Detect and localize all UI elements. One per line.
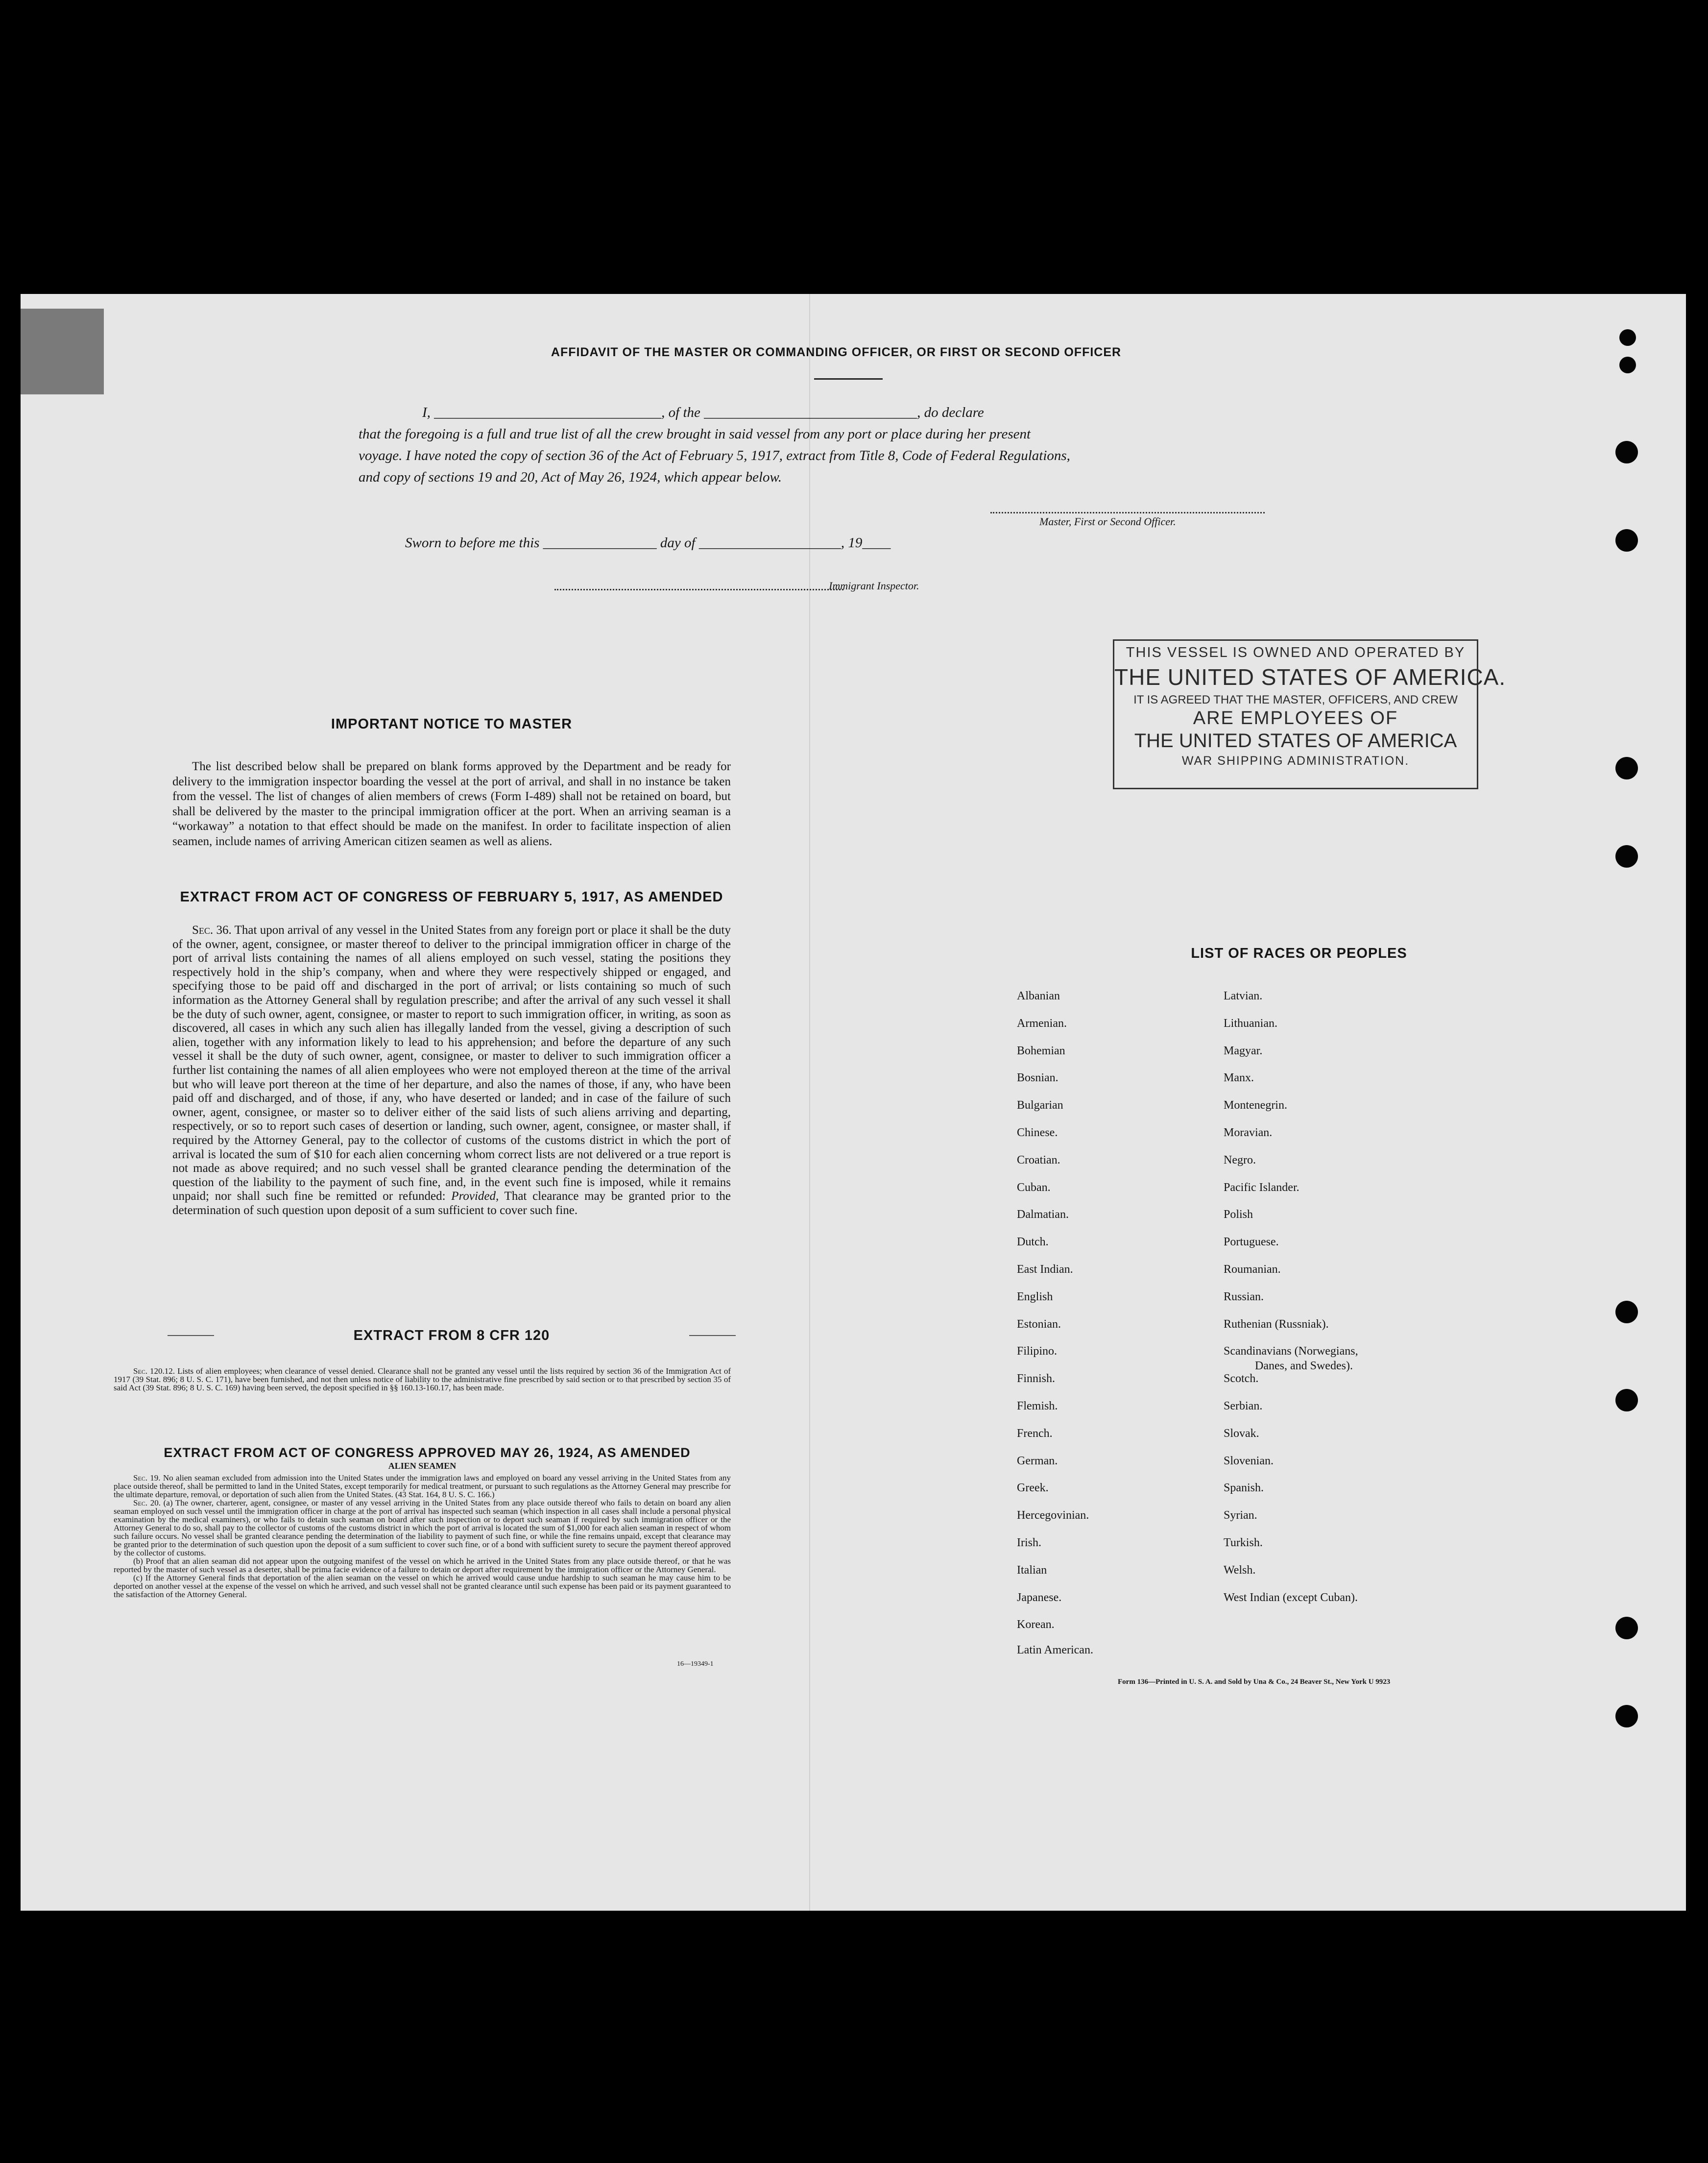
race-item: Bohemian bbox=[1017, 1044, 1065, 1057]
race-item: Albanian bbox=[1017, 990, 1060, 1002]
section-label: Sec. 36. bbox=[192, 924, 232, 937]
cfr-text bbox=[114, 1367, 731, 1392]
section-36-text bbox=[172, 924, 731, 1217]
stamp-line: WAR SHIPPING ADMINISTRATION. bbox=[1181, 754, 1410, 768]
section-20a-body: (a) The owner, charterer, agent, consignee, or master of any vessel arriving in the United States from any place outside thereof who fails to detain on board any alien seaman employed on such vessel until the immigration officer in charge at the port of arrival has inspected such seaman (which inspection in all cases shall include a personal physical examination by the medical examiners), or who fails to detain such seaman on board after such inspection or to deport such seaman if required by such immigration officer or the Attorney General to do so, shall pay to the collector of customs of the customs district in which the port of arrival is located the sum of $1,000 for each alien seaman in respect of whom such failure occurs. No vessel shall be granted clearance pending the determination of the liability to payment of such fine, or while the fine remains unpaid, except that clearance may be granted prior to the determination of such question upon the deposit of a sum sufficient to cover such fine, or of a bond with sufficient surety to secure the payment thereof approved by the collector of customs. bbox=[114, 1498, 731, 1557]
race-item: French. bbox=[1017, 1427, 1053, 1440]
race-item: Chinese. bbox=[1017, 1126, 1058, 1139]
cfr-rule bbox=[689, 1335, 736, 1336]
race-item: Latvian. bbox=[1224, 990, 1263, 1002]
binder-hole bbox=[1615, 1705, 1638, 1727]
stamp-line: THE UNITED STATES OF AMERICA bbox=[1134, 730, 1457, 752]
affidavit-line: I, ________________________________, of the ______________________________, do declare bbox=[422, 405, 984, 420]
race-item: Dalmatian. bbox=[1017, 1208, 1069, 1221]
binder-hole bbox=[1615, 1301, 1638, 1323]
race-item: Irish. bbox=[1017, 1536, 1041, 1549]
binder-hole bbox=[1615, 1617, 1638, 1639]
binder-hole bbox=[1619, 329, 1636, 346]
race-item: Scotch. bbox=[1224, 1372, 1259, 1385]
race-item: Finnish. bbox=[1017, 1372, 1056, 1385]
race-item: Manx. bbox=[1224, 1071, 1254, 1085]
race-item: Greek. bbox=[1017, 1482, 1049, 1495]
stamp-line: THIS VESSEL IS OWNED AND OPERATED BY bbox=[1126, 645, 1466, 660]
race-item: Russian. bbox=[1224, 1290, 1264, 1303]
race-item: Slovenian. bbox=[1224, 1454, 1274, 1467]
race-item: Croatian. bbox=[1017, 1153, 1060, 1167]
act1924-text bbox=[114, 1474, 731, 1599]
race-item: Moravian. bbox=[1224, 1126, 1273, 1139]
binder-hole bbox=[1615, 845, 1638, 868]
race-item: Ruthenian (Russniak). bbox=[1224, 1317, 1329, 1331]
affidavit-line: voyage. I have noted the copy of section 36 of the Act of February 5, 1917, extract from Title 8, Code of Federal Regulations, bbox=[359, 448, 1070, 463]
section-label: Sec. 19. bbox=[133, 1473, 161, 1483]
race-item: Flemish. bbox=[1017, 1400, 1058, 1412]
race-item: Montenegrin. bbox=[1224, 1099, 1287, 1112]
form-footer-note: Form 136—Printed in U. S. A. and Sold by Una & Co., 24 Beaver St., New York U 9923 bbox=[1118, 1678, 1391, 1686]
stamp-line: THE UNITED STATES OF AMERICA. bbox=[1114, 664, 1506, 690]
sworn-line: Sworn to before me this ________________ day of ____________________, 19____ bbox=[405, 535, 891, 551]
race-item: Dutch. bbox=[1017, 1236, 1049, 1249]
race-item: Syrian. bbox=[1224, 1509, 1257, 1522]
binder-hole bbox=[1619, 357, 1636, 373]
notice-paragraph: The list described below shall be prepared on blank forms approved by the Department and be ready for delivery to the immigration inspector boarding the vessel at the port of arrival, and shall in no instance be taken from the vessel. The list of changes of alien members of crews (Form I-489) shall not be retained on board, but shall be delivered by the master to the principal immigration officer at the port. When an arriving seaman is a “workaway” a notation to that effect should be made on the manifest. In order to facilitate inspection of alien seamen, include names of arriving American citizen seamen as well as aliens. bbox=[172, 760, 731, 848]
race-item: Armenian. bbox=[1017, 1017, 1067, 1030]
binder-hole bbox=[1615, 757, 1638, 779]
section-label: Sec. 20. bbox=[133, 1498, 161, 1507]
section-36-body: That upon arrival of any vessel in the United States from any foreign port or place it shall be the duty of the owner, agent, consignee, or master thereof to deliver to the principal immigration officer in charge of the port of arrival lists containing the names of all aliens employed on such vessel, stating the positions they respectively hold in the ship’s company, when and where they were respectively shipped or engaged, and specifying those to be paid off and discharged in the port of arrival; or lists containing so much of such information as the Attorney General shall by regulation prescribe; and after the arrival of any such vessel it shall be the duty of such owner, agent, consignee, or master to report to such immigration officer, in writing, as soon as discovered, all cases in which any such alien has illegally landed from the vessel, giving a description of such alien, together with any information likely to lead to his apprehension; and before the departure of any such vessel it shall be the duty of such owner, agent, consignee, or master to deliver to such immigration officer a further list containing the names of all alien employees who were not employed thereon at the time of the arrival but who will leave port thereon at the time of her departure, and also the names of those, if any, who have been paid off and discharged, and of those, if any, who have deserted or landed; and in case of the failure of such owner, agent, consignee, or master so to deliver either of the said lists of such aliens arriving and departing, respectively, or so to report such cases of desertion or landing, such owner, agent, consignee, or master shall, if required by the Attorney General, pay to the collector of customs of the customs district in which the port of arrival is located the sum of $10 for each alien concerning whom correct lists are not delivered or a true report is not made as above required; and no such vessel shall be granted clearance pending the determination of the question of the liability to the payment of such fine, and, in the event such fine is imposed, while it remains unpaid; nor shall such fine be remitted or refunded: bbox=[172, 924, 731, 1203]
race-item: Lithuanian. bbox=[1224, 1017, 1277, 1030]
race-item: Magyar. bbox=[1224, 1044, 1263, 1057]
race-item: West Indian (except Cuban). bbox=[1224, 1591, 1358, 1604]
notice-body bbox=[172, 759, 731, 849]
inspector-label: Immigrant Inspector. bbox=[829, 580, 919, 592]
race-item: Serbian. bbox=[1224, 1400, 1263, 1412]
title-rule bbox=[814, 378, 883, 380]
stamp-line: IT IS AGREED THAT THE MASTER, OFFICERS, AND CREW bbox=[1133, 693, 1458, 706]
race-item: Italian bbox=[1017, 1563, 1047, 1577]
race-item: Filipino. bbox=[1017, 1345, 1058, 1358]
race-item: English bbox=[1017, 1290, 1053, 1303]
affidavit-line: and copy of sections 19 and 20, Act of May 26, 1924, which appear below. bbox=[359, 469, 782, 485]
paper-tab bbox=[21, 309, 104, 394]
race-item: Turkish. bbox=[1224, 1536, 1263, 1549]
act1924-title: EXTRACT FROM ACT OF CONGRESS APPROVED MAY 26, 1924, AS AMENDED bbox=[164, 1445, 691, 1460]
race-item: Latin American. bbox=[1017, 1644, 1093, 1657]
act1917-title: EXTRACT FROM ACT OF CONGRESS OF FEBRUARY 5, 1917, AS AMENDED bbox=[180, 889, 723, 905]
cfr-body: Lists of alien employees; when clearance of vessel denied. Clearance shall not be granted any vessel until the lists required by section 36 of the Immigration Act of 1917 (39 Stat. 896; 8 U. S. C. 171), have been furnished, and not then unless notice of liability to the administrative fine prescribed by said section or to that prescribed by section 35 of said Act (39 Stat. 896; 8 U. S. C. 169) having been served, the deposit specified in §§ 160.13-160.17, has been made. bbox=[114, 1366, 731, 1392]
race-item: Portuguese. bbox=[1224, 1236, 1279, 1249]
section-20c-body: (c) If the Attorney General finds that deportation of the alien seaman on the vessel on which he arrived would cause undue hardship to such seaman he may cause him to be deported on another vessel at the expense of the vessel on which he arrived, and such vessel shall not be granted clearance until such expense has been paid or its payment guaranteed to the satisfaction of the Attorney General. bbox=[114, 1573, 731, 1599]
race-item: Estonian. bbox=[1017, 1317, 1061, 1331]
affidavit-body bbox=[359, 402, 1314, 488]
race-item: Scandinavians (Norwegians, bbox=[1224, 1345, 1358, 1358]
race-item: Bosnian. bbox=[1017, 1071, 1058, 1085]
race-item: Negro. bbox=[1224, 1153, 1256, 1167]
signature-label: Master, First or Second Officer. bbox=[1039, 515, 1176, 528]
binder-hole bbox=[1615, 441, 1638, 463]
notice-title: IMPORTANT NOTICE TO MASTER bbox=[331, 716, 573, 732]
race-item: Danes, and Swedes). bbox=[1255, 1360, 1353, 1373]
alien-seamen-subtitle: ALIEN SEAMEN bbox=[388, 1461, 457, 1471]
race-item: Spanish. bbox=[1224, 1482, 1264, 1495]
ownership-stamp bbox=[1113, 639, 1506, 789]
form-code: 16—19349-1 bbox=[677, 1660, 714, 1668]
race-item: Bulgarian bbox=[1017, 1099, 1063, 1112]
race-item: Polish bbox=[1224, 1208, 1253, 1221]
race-item: Slovak. bbox=[1224, 1427, 1259, 1440]
cfr-title: EXTRACT FROM 8 CFR 120 bbox=[353, 1328, 550, 1343]
binder-hole bbox=[1615, 529, 1638, 552]
stamp-line: ARE EMPLOYEES OF bbox=[1193, 708, 1398, 729]
form-page bbox=[21, 294, 1686, 1911]
race-item: German. bbox=[1017, 1454, 1058, 1467]
race-item: Korean. bbox=[1017, 1618, 1055, 1631]
cfr-rule bbox=[168, 1335, 214, 1336]
binder-hole bbox=[1615, 1389, 1638, 1411]
section-19-body: No alien seaman excluded from admission into the United States under the immigration laws and employed on board any vessel arriving in the United States from any place outside thereof, shall be permitted to land in the United States, except temporarily for medical treatment, or pursuant to such regulations as the Attorney General may prescribe for the ultimate departure, removal, or deportation of such alien from the United States. (43 Stat. 164, 8 U. S. C. 166.) bbox=[114, 1473, 731, 1499]
race-item: Hercegovinian. bbox=[1017, 1509, 1089, 1522]
proviso-text: That clearance may be granted prior to the determination of such question upon deposit of a sum sufficient to cover such fine. bbox=[172, 1190, 731, 1217]
signature-line bbox=[990, 512, 1265, 513]
race-item: Welsh. bbox=[1224, 1563, 1256, 1577]
race-item: Japanese. bbox=[1017, 1591, 1062, 1604]
races-title: LIST OF RACES OR PEOPLES bbox=[1191, 946, 1407, 961]
affidavit-line: that the foregoing is a full and true list of all the crew brought in said vessel from any port or place during her present bbox=[359, 426, 1031, 442]
section-label: Sec. 120.12. bbox=[133, 1366, 175, 1376]
section-20b-body: (b) Proof that an alien seaman did not appear upon the outgoing manifest of the vessel on which he arrived in the United States from any place outside thereof, or that he was reported by the master of such vessel as a deserter, shall be prima facie evidence of a failure to detain or deport after requirement by the immigration officer or the Attorney General. bbox=[114, 1556, 731, 1574]
affidavit-title: AFFIDAVIT OF THE MASTER OR COMMANDING OFFICER, OR FIRST OR SECOND OFFICER bbox=[551, 345, 1122, 359]
race-item: East Indian. bbox=[1017, 1263, 1073, 1276]
race-item: Roumanian. bbox=[1224, 1263, 1281, 1276]
race-item: Pacific Islander. bbox=[1224, 1181, 1299, 1194]
inspector-signature-line bbox=[554, 589, 843, 590]
race-item: Cuban. bbox=[1017, 1181, 1051, 1194]
proviso-label: Provided, bbox=[451, 1190, 499, 1203]
